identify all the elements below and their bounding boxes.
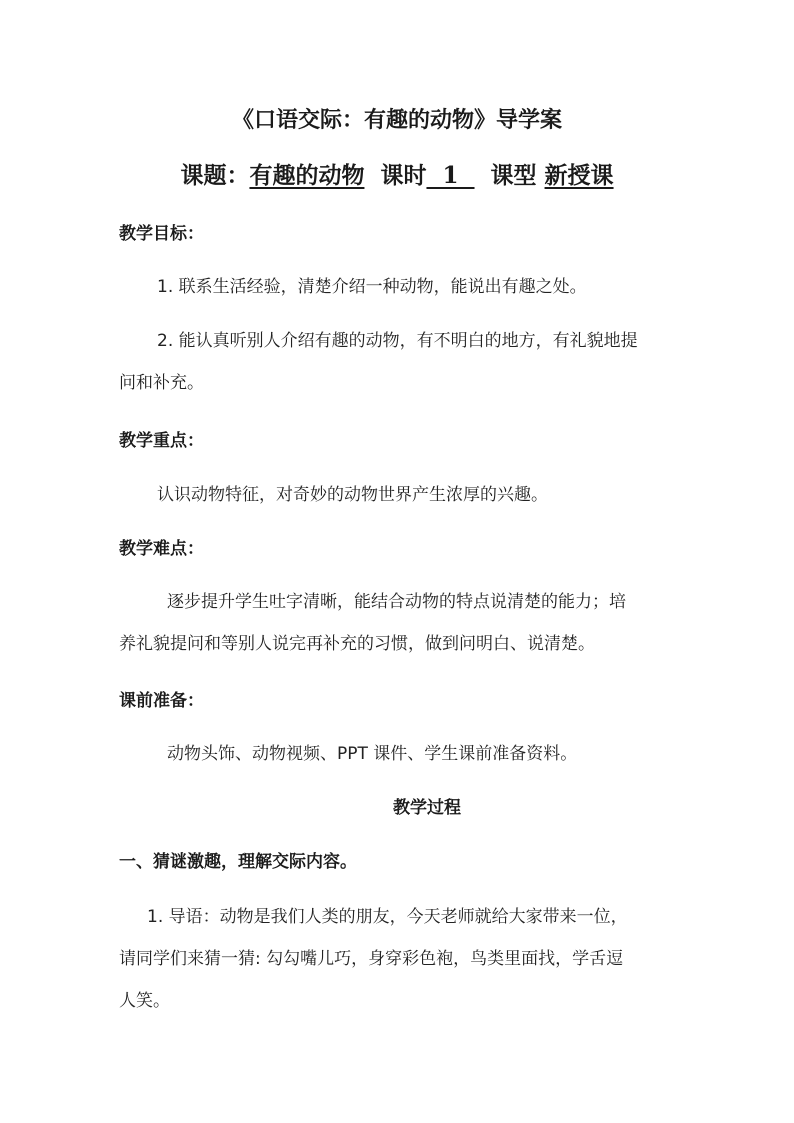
subject-topic: 有趣的动物 — [249, 162, 365, 189]
step-1-line-2: 请同学们来猜一猜: 勾勾嘴儿巧，身穿彩色袍，鸟类里面找，学舌逗 — [119, 949, 624, 969]
step-1-line-3: 人笑。 — [119, 991, 170, 1011]
type-value: 新授课 — [544, 162, 614, 189]
period-value: 1 — [426, 162, 475, 189]
key-points-heading: 教学重点： — [119, 431, 204, 451]
objective-item-2-line-2: 问和补充。 — [119, 373, 204, 393]
objective-item-2-line-1: 2. 能认真听别人介绍有趣的动物，有不明白的地方，有礼貌地提 — [157, 331, 638, 351]
objective-item-1: 1. 联系生活经验，清楚介绍一种动物，能说出有趣之处。 — [157, 277, 587, 297]
step-1-line-1: 1. 导语：动物是我们人类的朋友，今天老师就给大家带来一位， — [147, 907, 628, 927]
key-points-text: 认识动物特征，对奇妙的动物世界产生浓厚的兴趣。 — [157, 485, 548, 505]
section-1-heading: 一、猜谜激趣，理解交际内容。 — [119, 852, 357, 872]
period-label: 课时 — [380, 162, 427, 189]
lesson-subject-line — [0, 157, 794, 190]
objectives-heading: 教学目标： — [119, 224, 204, 244]
difficulties-line-1: 逐步提升学生吐字清晰，能结合动物的特点说清楚的能力；培 — [167, 592, 626, 612]
subject-label: 课题： — [180, 162, 250, 189]
document-title: 《口语交际：有趣的动物》导学案 — [231, 107, 562, 133]
difficulties-line-2: 养礼貌提问和等别人说完再补充的习惯，做到问明白、说清楚。 — [119, 634, 595, 654]
preparation-text: 动物头饰、动物视频、PPT 课件、学生课前准备资料。 — [167, 744, 578, 764]
process-heading: 教学过程 — [393, 798, 461, 818]
type-label: 课型 — [490, 162, 537, 189]
preparation-heading: 课前准备： — [119, 691, 204, 711]
difficulties-heading: 教学难点： — [119, 539, 204, 559]
